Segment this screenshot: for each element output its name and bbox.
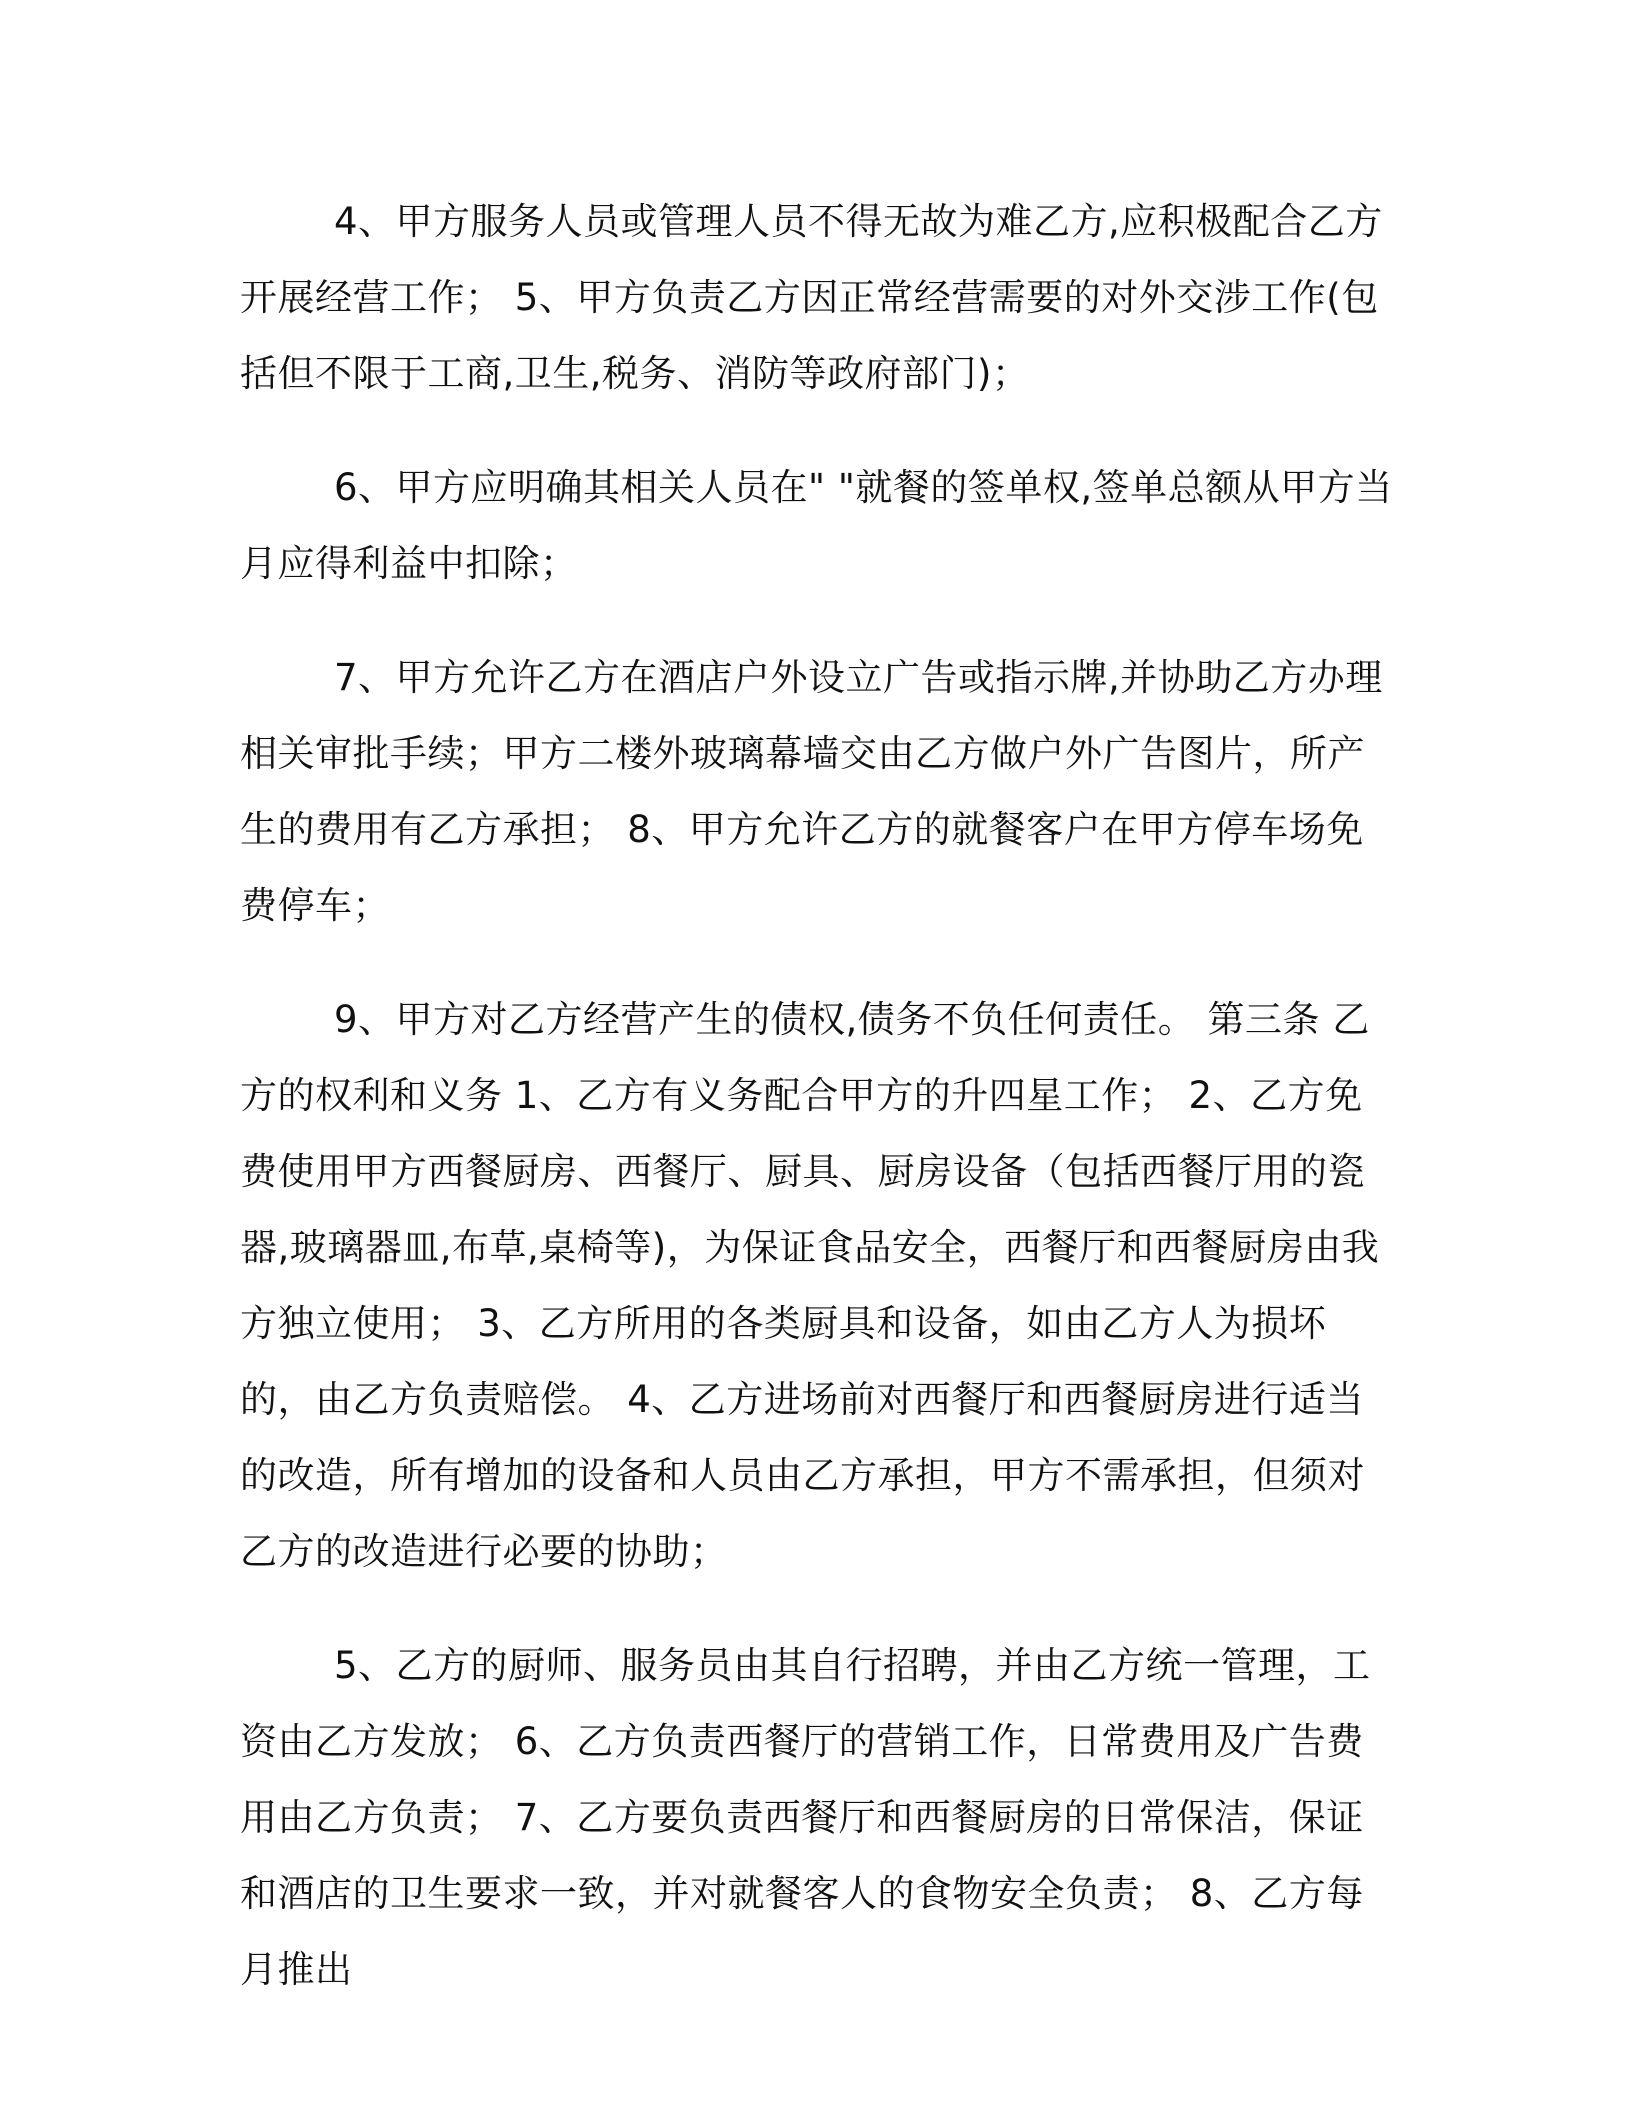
paragraph-2: 6、甲方应明确其相关人员在" "就餐的签单权,签单总额从甲方当月应得利益中扣除； [240, 466, 1393, 585]
paragraph-5: 5、乙方的厨师、服务员由其自行招聘，并由乙方统一管理，工资由乙方发放； 6、乙方负责西餐厅的营销工作，日常费用及广告费用由乙方负责； 7、乙方要负责西餐厅和西餐厨房的日常保洁，保证和酒店的卫生要求一致，并对就餐客人的食物安全负责； 8、乙方每月推出 [240, 1644, 1371, 1991]
document-body [240, 184, 1400, 2046]
paragraph-1: 4、甲方服务人员或管理人员不得无故为难乙方,应积极配合乙方开展经营工作； 5、甲方负责乙方因正常经营需要的对外交涉工作(包括但不限于工商,卫生,税务、消防等政府部门)； [240, 200, 1383, 395]
paragraph-3: 7、甲方允许乙方在酒店户外设立广告或指示牌,并协助乙方办理相关审批手续；甲方二楼外玻璃幕墙交由乙方做户外广告图片，所产生的费用有乙方承担； 8、甲方允许乙方的就餐客户在甲方停车场免费停车； [240, 656, 1383, 927]
paragraph-4: 9、甲方对乙方经营产生的债权,债务不负任何责任。 第三条 乙方的权利和义务 1、乙方有义务配合甲方的升四星工作； 2、乙方免费使用甲方西餐厨房、西餐厅、厨具、厨房设备（包括西餐厅用的瓷器,玻璃器皿,布草,桌椅等)，为保证食品安全，西餐厅和西餐厨房由我方独立使用； 3、乙方所用的各类厨具和设备，如由乙方人为损坏的，由乙方负责赔偿。 4、乙方进场前对西餐厅和西餐厨房进行适当的改造，所有增加的设备和人员由乙方承担，甲方不需承担，但须对乙方的改造进行必要的协助； [240, 998, 1380, 1573]
